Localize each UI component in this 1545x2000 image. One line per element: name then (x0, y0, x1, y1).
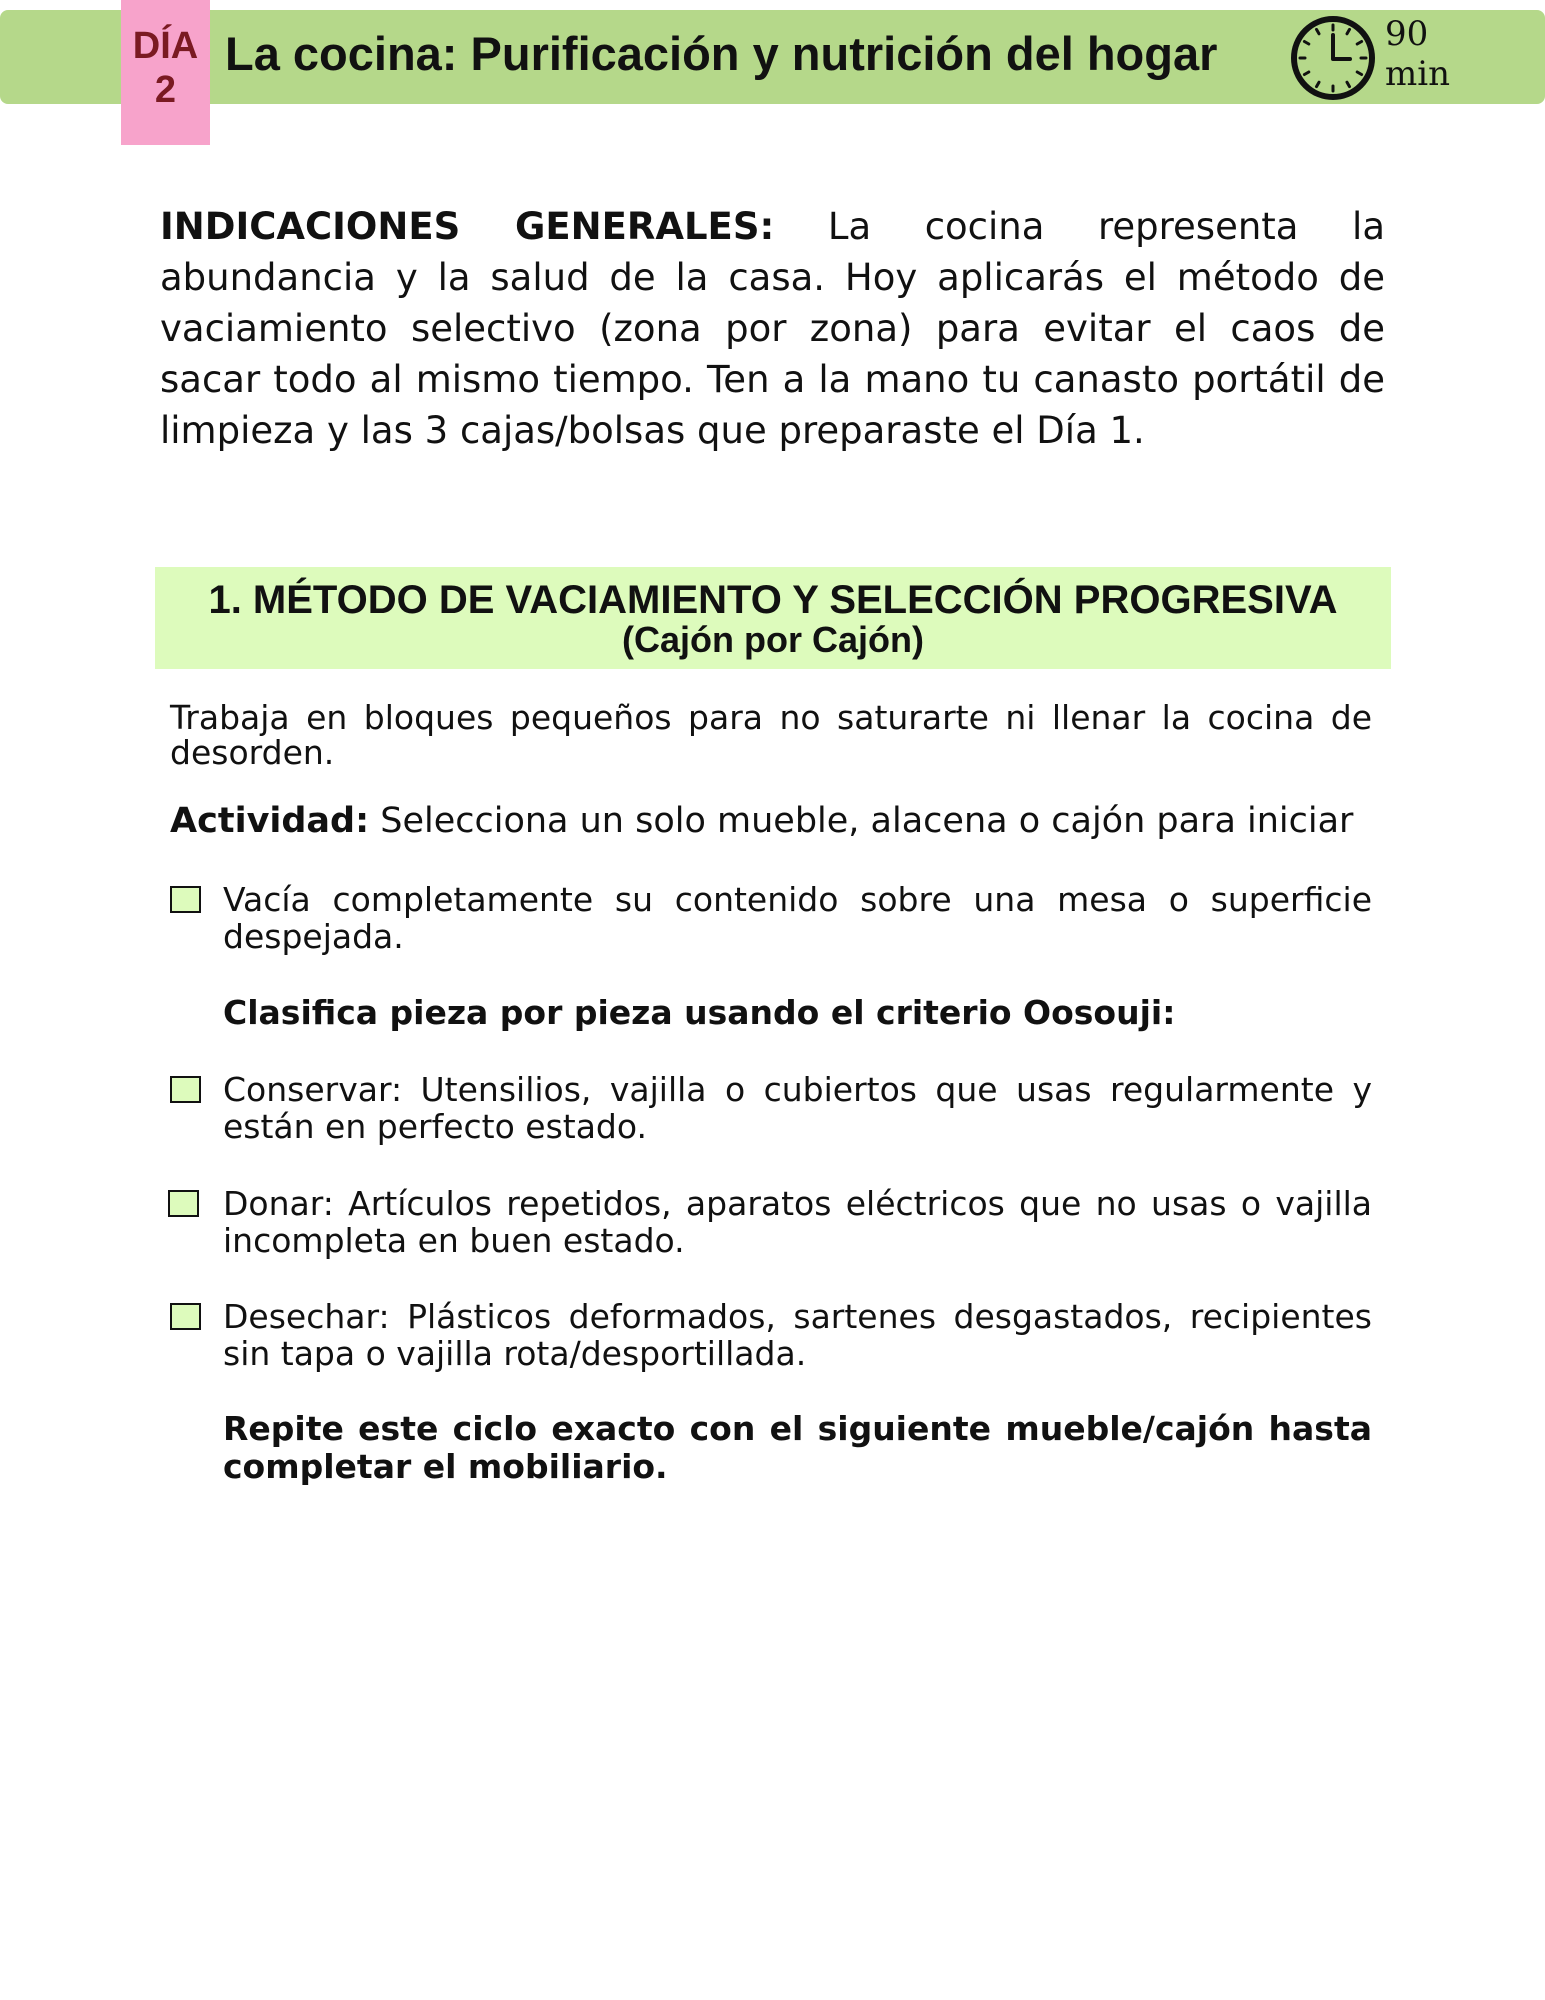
checklist-text: Donar: Artículos repetidos, aparatos eléctricos que no usas o vajilla incompleta en buen estado. (223, 1184, 1372, 1260)
activity-label: Actividad: (170, 801, 370, 841)
duration-unit: min (1385, 54, 1451, 94)
page-title: La cocina: Purificación y nutrición del hogar (225, 27, 1218, 80)
checkbox[interactable] (170, 1303, 201, 1330)
checklist-text: Vacía completamente su contenido sobre una mesa o superficie despejada. (223, 880, 1372, 956)
general-instructions (160, 201, 1385, 456)
day-label: DÍA (132, 25, 199, 67)
duration-value: 90 (1385, 14, 1429, 54)
activity-text: Selecciona un solo mueble, alacena o cajón para iniciar (369, 801, 1354, 841)
checkbox[interactable] (170, 886, 201, 913)
section-header (155, 567, 1391, 669)
checkbox[interactable] (168, 1190, 199, 1217)
section-subtitle: (Cajón por Cajón) (622, 619, 924, 660)
classify-heading: Clasifica pieza por pieza usando el criterio Oosouji: (223, 993, 1176, 1032)
checklist-text: Desechar: Plásticos deformados, sartenes desgastados, recipientes sin tapa o vajilla rota/desportillada. (223, 1297, 1372, 1373)
instructions-label: INDICACIONES GENERALES: (160, 205, 775, 248)
day-badge (121, 0, 210, 145)
duration (1385, 14, 1450, 94)
closing-instruction: Repite este ciclo exacto con el siguiente mueble/cajón hasta completar el mobiliario. (223, 1409, 1372, 1486)
day-number: 2 (154, 69, 177, 111)
checklist-text: Conservar: Utensilios, vajilla o cubiertos que usas regularmente y están en perfecto estado. (223, 1070, 1372, 1146)
instructions-text: La cocina representa la abundancia y la salud de la casa. Hoy aplicarás el método de vaciamiento selectivo (zona por zona) para evitar el caos de sacar todo al mismo tiempo. Ten a la mano tu canasto portátil de limpieza y las 3 cajas/bolsas que preparaste el Día 1. (160, 205, 1385, 452)
checkbox[interactable] (170, 1076, 201, 1103)
activity (170, 801, 1372, 841)
section-title: 1. MÉTODO DE VACIAMIENTO Y SELECCIÓN PROGRESIVA (208, 578, 1338, 622)
clock-icon (1288, 13, 1378, 103)
section-intro: Trabaja en bloques pequeños para no saturarte ni llenar la cocina de desorden. (170, 698, 1372, 772)
